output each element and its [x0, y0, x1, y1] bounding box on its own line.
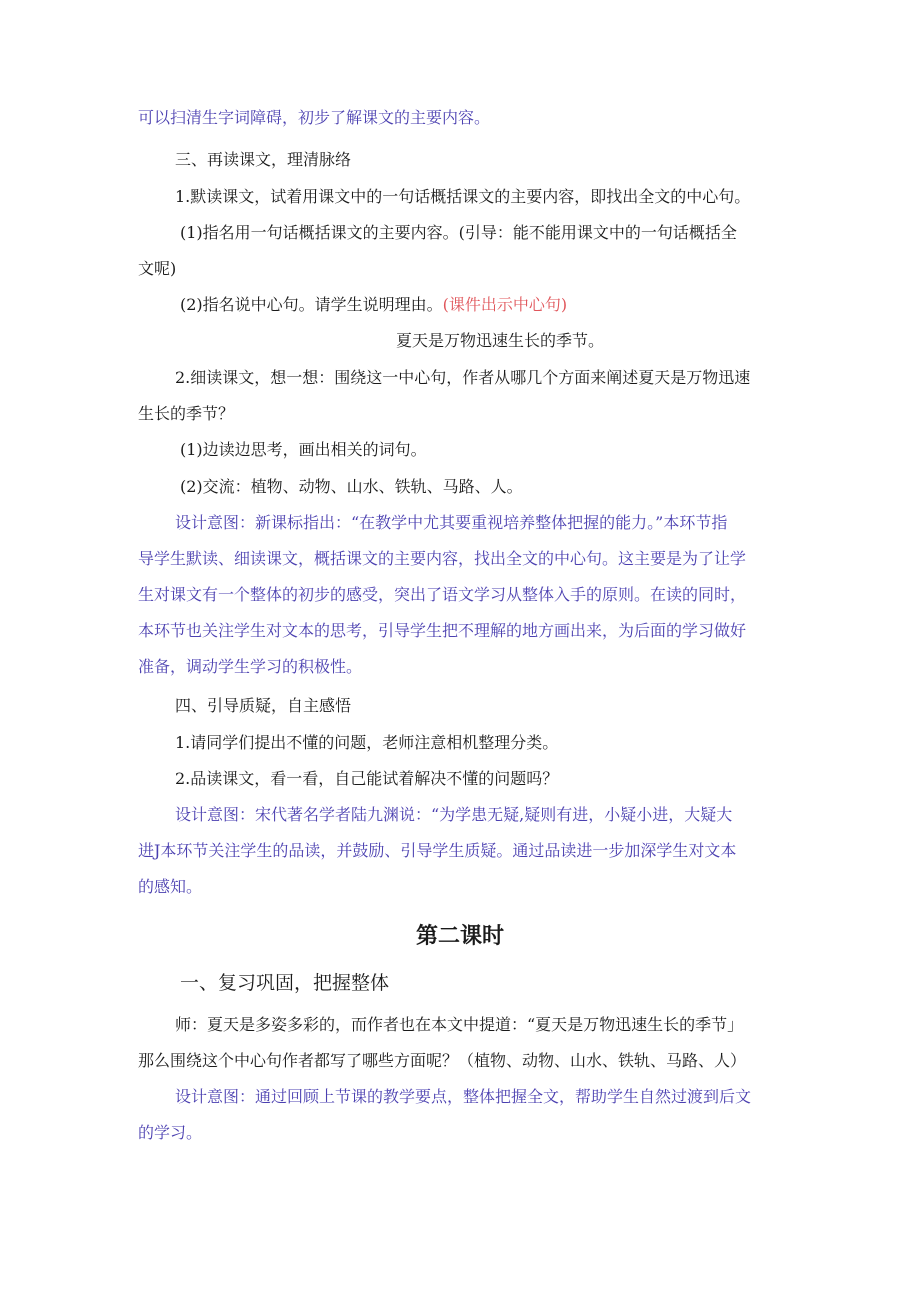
- section-three-item-1-2: [180, 295, 780, 315]
- section-three-item-2-line-b: 生长的季节？: [138, 404, 235, 423]
- design-intent-2-line-b: 进J本环节关注学生的品读，并鼓励、引导学生质疑。通过品读进一步加深学生对文本: [138, 841, 737, 860]
- courseware-note: (课件出示中心句): [442, 295, 568, 314]
- design-intent-3-line-b: 的学习。: [138, 1123, 203, 1142]
- design-intent-1-line-a: 设计意图：新课标指出：“在教学中尤其要重视培养整体把握的能力。”本环节指: [175, 513, 728, 532]
- design-intent-1-line-e: 准备，调动学生学习的积极性。: [138, 657, 363, 676]
- lesson-two-section-one-title: 一、复习巩固，把握整体: [180, 972, 390, 994]
- section-three-item-1-1-line-b: 文呢): [138, 259, 177, 278]
- section-three-item-1: 1.默读课文，试着用课文中的一句话概括课文的主要内容，即找出全文的中心句。: [175, 187, 751, 206]
- teacher-speech-line-a: 师：夏天是多姿多彩的，而作者也在本文中提道：“夏天是万物迅速生长的季节」: [175, 1015, 744, 1034]
- design-intent-3-line-a: 设计意图：通过回顾上节课的教学要点，整体把握全文，帮助学生自然过渡到后文: [175, 1087, 752, 1106]
- section-four-title: 四、引导质疑，自主感悟: [175, 696, 352, 715]
- section-four-item-2: 2.品读课文，看一看，自己能试着解决不懂的问题吗？: [175, 769, 559, 788]
- teacher-speech-line-b: 那么围绕这个中心句作者都写了哪些方面呢？（植物、动物、山水、铁轨、马路、人）: [138, 1051, 747, 1070]
- central-sentence: 夏天是万物迅速生长的季节。: [395, 331, 604, 350]
- section-three-item-1-1-line-a: (1)指名用一句话概括课文的主要内容。(引导：能不能用课文中的一句话概括全: [180, 223, 737, 242]
- lesson-two-title: 第二课时: [415, 924, 504, 949]
- section-three-item-2-1: (1)边读边思考，画出相关的词句。: [180, 440, 427, 459]
- section-three-title: 三、再读课文，理清脉络: [175, 150, 352, 169]
- paragraph-continuation: 可以扫清生字词障碍，初步了解课文的主要内容。: [138, 108, 491, 127]
- design-intent-2-line-c: 的感知。: [138, 877, 203, 896]
- section-four-item-1: 1.请同学们提出不懂的问题，老师注意相机整理分类。: [175, 733, 559, 752]
- design-intent-1-line-b: 导学生默读、细读课文，概括课文的主要内容，找出全文的中心句。这主要是为了让学: [138, 549, 747, 568]
- section-three-item-2-line-a: 2.细读课文，想一想：围绕这一中心句，作者从哪几个方面来阐述夏天是万物迅速: [175, 368, 751, 387]
- item-1-2-text: (2)指名说中心句。请学生说明理由。: [180, 295, 443, 314]
- section-three-item-2-2: (2)交流：植物、动物、山水、铁轨、马路、人。: [180, 477, 523, 496]
- design-intent-2-line-a: 设计意图：宋代著名学者陆九渊说：“为学患无疑,疑则有进，小疑小进，大疑大: [175, 805, 733, 824]
- design-intent-1-line-d: 本环节也关注学生对文本的思考，引导学生把不理解的地方画出来，为后面的学习做好: [138, 621, 747, 640]
- design-intent-1-line-c: 生对课文有一个整体的初步的感受，突出了语文学习从整体入手的原则。在读的同时，: [138, 585, 747, 604]
